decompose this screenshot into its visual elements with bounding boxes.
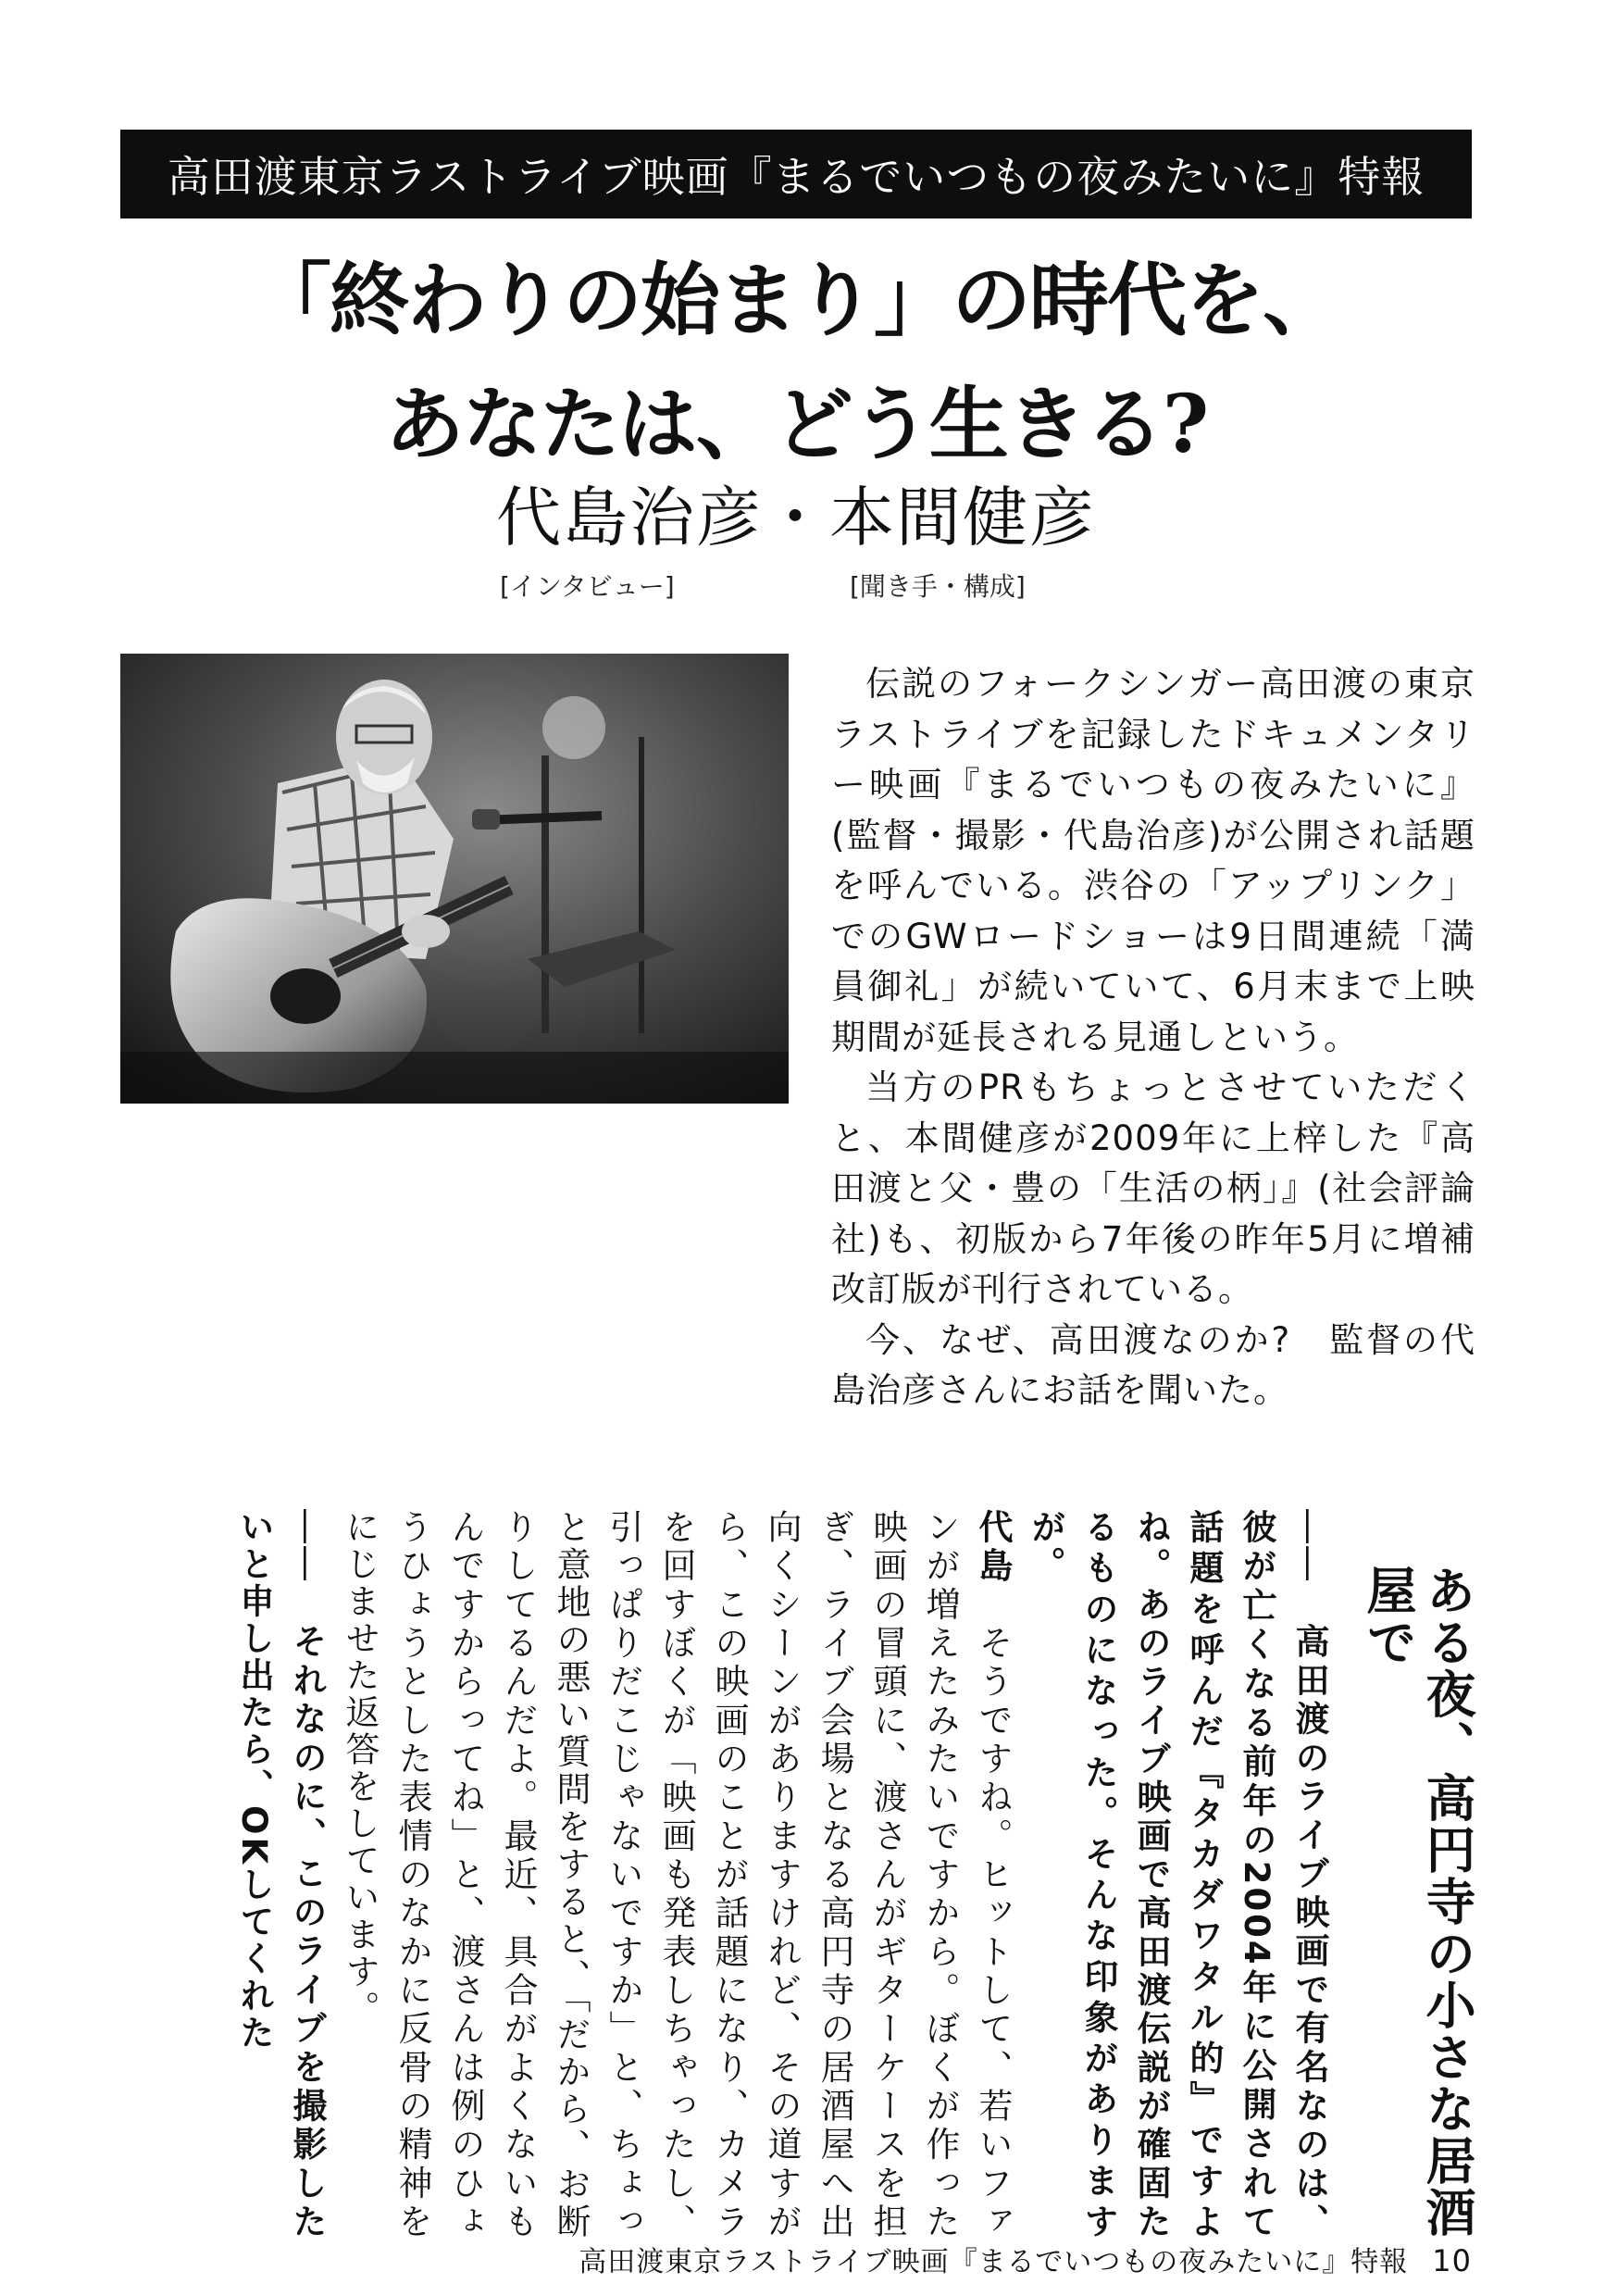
headline-line-1: 「終わりの始まり」の時代を、 xyxy=(252,254,1340,347)
footer-title: 高田渡東京ラストライブ映画『まるでいつもの夜みたいに』特報 xyxy=(579,2246,1409,2278)
answer-text: そうですね。ヒットして、若いファンが増えたみたいですから。ぼくが作った映画の冒頭に、渡さんがギターケースを担ぎ、ライブ会場となる高円寺の居酒屋へ出向くシーンがありますけれど、その道すがら、この映画のことが話題になり、カメラを回すぼくが「映画も発表しちゃったし、引っぱりだこじゃないですか」と、ちょっと意地の悪い質問をすると、「だから、お断りしてるんだよ。最近、具合がよくないもんですからってね」と、渡さんは例のひょうひょうとした表情のなかに反骨の精神をにじませた返答をしています。 xyxy=(340,1509,1013,2241)
question-1 xyxy=(1019,1509,1336,2240)
guitarist-photo xyxy=(120,654,789,1104)
page-footer xyxy=(120,2239,1472,2279)
lead-paragraph: 伝説のフォークシンガー高田渡の東京ラストライブを記録したドキュメンタリー映画『まるでいつもの夜みたいに』(監督・撮影・代島治彦)が公開され話題を呼んでいる。渋谷の「アップリンク」でのGWロードショーは9日間連続「満員御礼」が続いていて、6月末まで上映期間が延長される見通しという。 xyxy=(831,664,1475,1057)
question-text: 高田渡のライブ映画で有名なのは、彼が亡くなる前年の2004年に公開されて話題を呼んだ『タカダワタル的』ですよね。あのライブ映画で高田渡伝説が確固たるものになった。そんな印象がありますが。 xyxy=(1026,1509,1329,2241)
section-heading: ある夜、高円寺の小さな居酒屋で xyxy=(1359,1565,1476,2239)
question-2 xyxy=(228,1509,333,2240)
question-text: それなのに、このライブを撮影したいと申し出たら、OKしてくれた xyxy=(234,1509,327,2241)
interview-body xyxy=(188,1509,1336,2240)
question-dash: ―― xyxy=(287,1509,327,1583)
interview-section xyxy=(116,1509,1476,2241)
question-dash: ―― xyxy=(1289,1509,1329,1583)
lead-text xyxy=(831,659,1475,1416)
headline-line-2: あなたは、どう生きる? xyxy=(384,378,1208,471)
lead-paragraph: 今、なぜ、高田渡なのか? 監督の代島治彦さんにお話を聞いた。 xyxy=(831,1319,1475,1410)
author-names: 代島治彦・本間健彦 xyxy=(496,480,1096,555)
feature-banner: 高田渡東京ラストライブ映画『まるでいつもの夜みたいに』特報 xyxy=(120,130,1472,218)
role-interviewer: [聞き手・構成] xyxy=(850,571,1026,602)
role-interview: [インタビュー] xyxy=(500,571,675,602)
answer-1 xyxy=(333,1509,1019,2240)
page-number: 10 xyxy=(1432,2243,1472,2278)
speaker-label: 代島 xyxy=(973,1509,1013,1587)
lead-paragraph: 当方のPRもちょっとさせていただくと、本間健彦が2009年に上梓した『高田渡と父・豊の「生活の柄」』(社会評論社)も、初版から7年後の昨年5月に増補改訂版が刊行されている。 xyxy=(831,1067,1475,1309)
